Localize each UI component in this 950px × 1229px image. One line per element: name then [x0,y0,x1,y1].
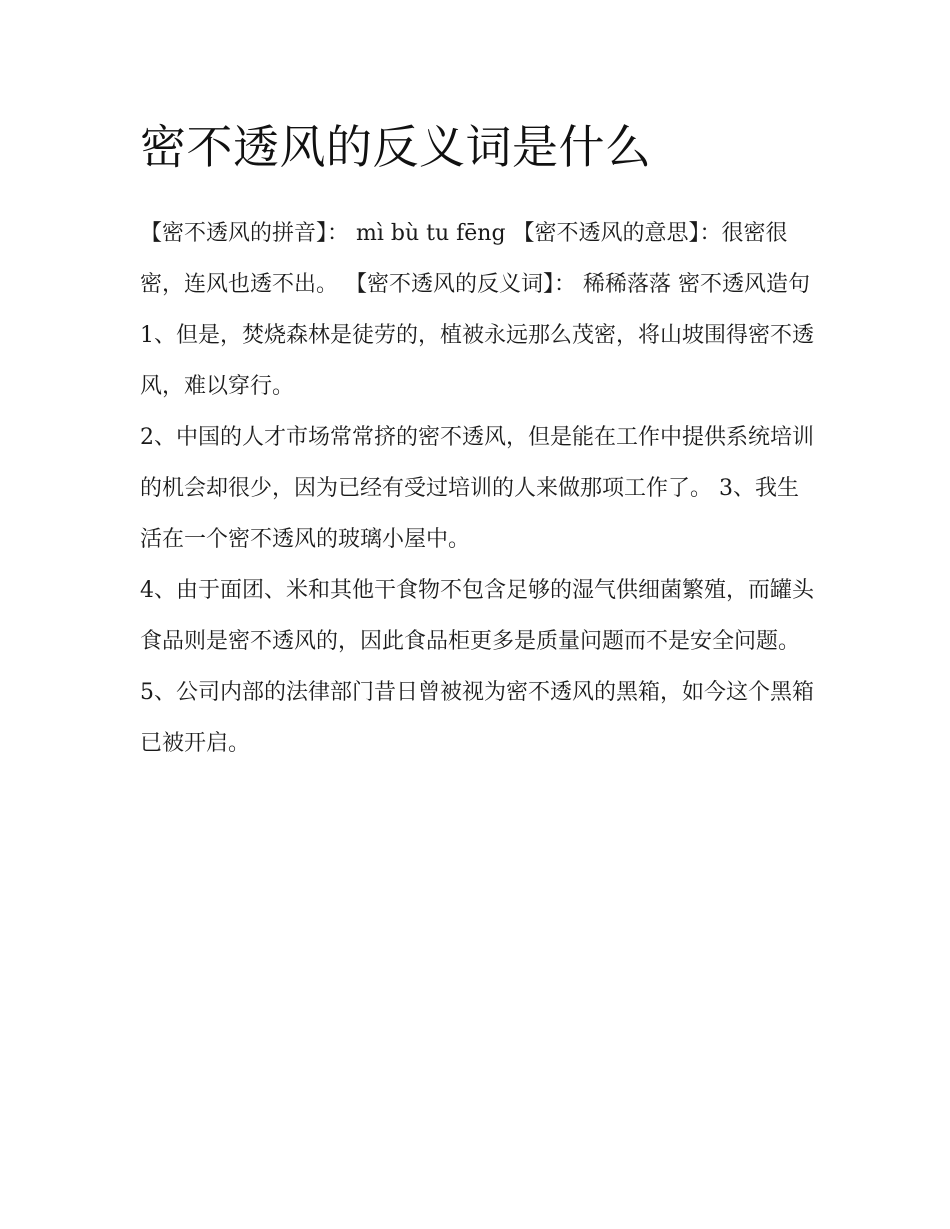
example-sentence-4: 4、由于面团、米和其他干食物不包含足够的湿气供细菌繁殖，而罐头食品则是密不透风的，因此食品柜更多是质量问题而不是安全问题。 [140,578,814,654]
page-title: 密不透风的反义词是什么 [140,120,652,174]
document-body [140,112,820,769]
example-sentence-2-3: 2、中国的人才市场常常挤的密不透风，但是能在工作中提供系统培训的机会却很少，因为已经有受过培训的人来做那项工作了。 3、我生活在一个密不透风的玻璃小屋中。 [140,425,814,552]
example-sentence-5: 5、公司内部的法律部门昔日曾被视为密不透风的黑箱，如今这个黑箱已被开启。 [140,680,814,756]
example-sentence-1: 1、但是，焚烧森林是徒劳的，植被永远那么茂密，将山坡围得密不透风，难以穿行。 [140,323,814,399]
intro-paragraph: 【密不透风的拼音】： mì bù tu fēng 【密不透风的意思】：很密很密，连风也透不出。 【密不透风的反义词】： 稀稀落落 密不透风造句 [140,221,810,297]
